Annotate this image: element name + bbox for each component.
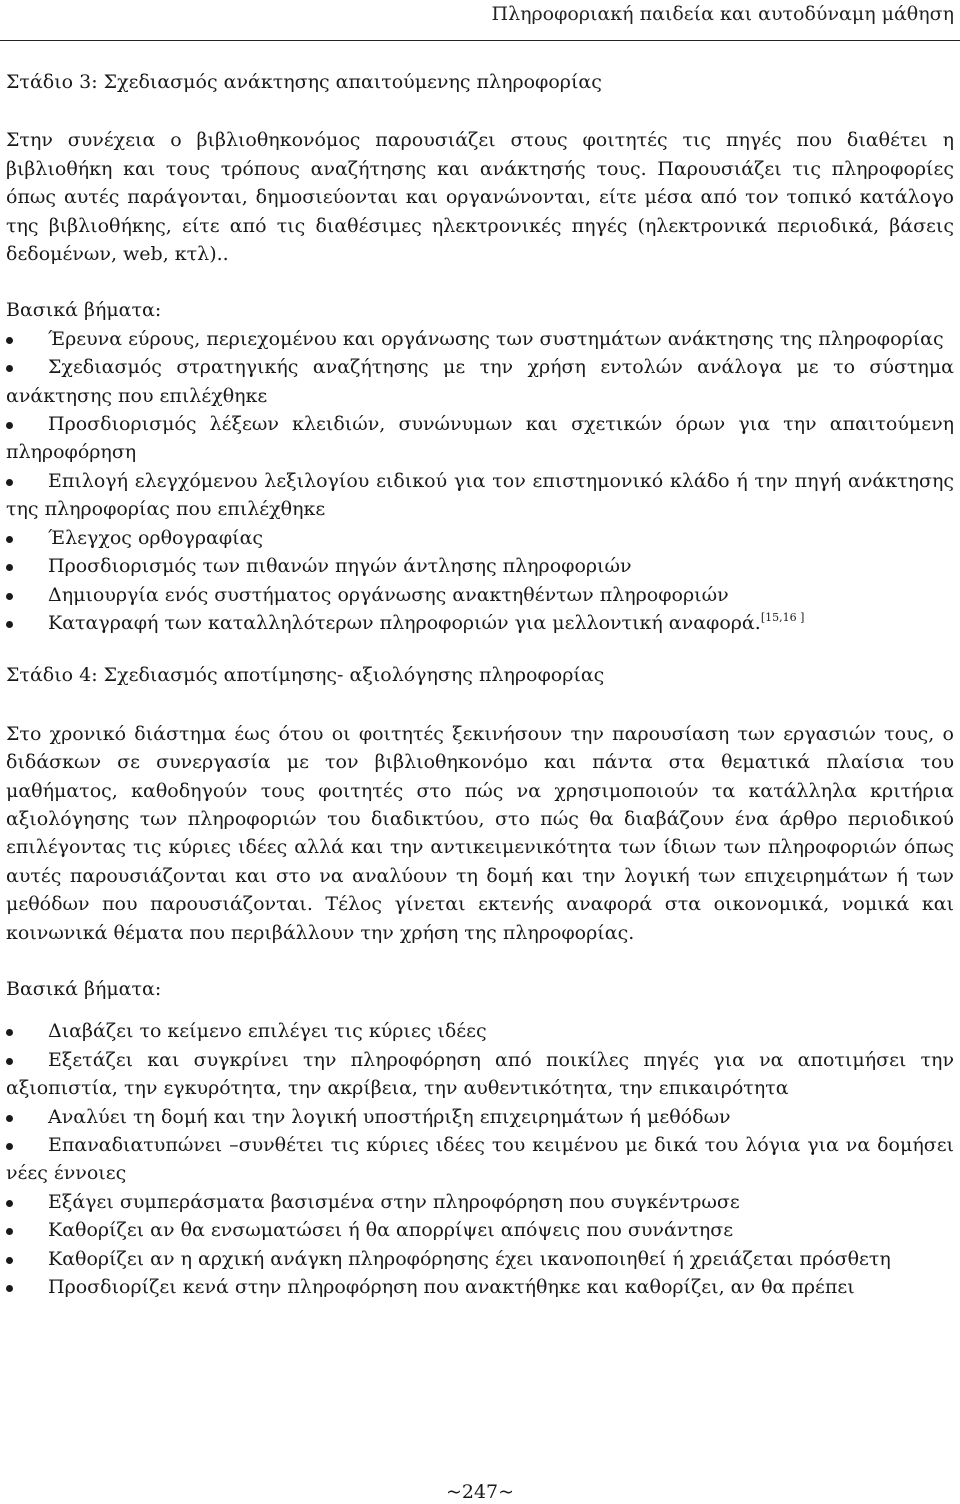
page-number: ~247~	[445, 1481, 515, 1503]
list-item	[6, 581, 954, 609]
list-item	[6, 1017, 954, 1045]
bullet-icon	[6, 536, 13, 543]
list-item	[6, 410, 954, 467]
step-text: Έλεγχος ορθογραφίας	[48, 526, 264, 549]
step-text: Σχεδιασμός στρατηγικής αναζήτησης με την χρήση εντολών ανάλογα με το σύστημα ανάκτησης που επιλέχθηκε	[6, 356, 954, 407]
list-item	[6, 609, 954, 637]
citation: [15,16 ]	[760, 610, 805, 624]
stage-4-heading: Στάδιο 4: Σχεδιασμός αποτίμησης- αξιολόγησης πληροφορίας	[6, 664, 605, 687]
list-item	[6, 1046, 954, 1103]
bullet-icon	[6, 1115, 13, 1122]
step-text: Επαναδιατυπώνει –συνθέτει τις κύριες ιδέες του κειμένου με δικά του λόγια για να δομήσει νέες έννοιες	[6, 1134, 954, 1185]
page-content	[6, 68, 954, 1301]
bullet-icon	[6, 564, 13, 571]
step-text: Επιλογή ελεγχόμενου λεξιλογίου ειδικού για τον επιστημονικό κλάδο ή την πηγή ανάκτησης της πληροφορίας που επιλέχθηκε	[6, 469, 954, 521]
list-item	[6, 325, 954, 353]
bullet-icon	[6, 337, 13, 344]
stage-4-paragraph: Στο χρονικό διάστημα έως ότου οι φοιτητές ξεκινήσουν την παρουσίαση των εργασιών τους, ο διδάσκων σε συνεργασία με τον βιβλιοθηκονόμο και πάντα στα θεματικά πλαίσια του μαθήματος, καθοδηγούν τους φοιτητές στο πώς να χρησιμοποιούν τα κατάλληλα κριτήρια αξιολόγησης των πληροφοριών του διαδικτύου, στο πώς θα διαβάζουν ένα άρθρο περιοδικού επιλέγοντας τις κύριες ιδέες αλλά και την αντικειμενικότητα των ίδιων των πληροφοριών όπως αυτές παρουσιάζονται και στο να αναλύουν τη δομή και την λογική των επιχειρημάτων ή των μεθόδων που παρουσιάζονται. Τέλος γίνεται εκτενής αναφορά στα οικονομικά, νομικά και κοινωνικά θέματα που περιβάλλουν την χρήση της πληροφορίας.	[6, 722, 954, 944]
step-text: Προσδιορισμός λέξεων κλειδιών, συνώνυμων και σχετικών όρων για την απαιτούμενη πληροφόρηση	[6, 413, 954, 464]
list-item	[6, 1188, 954, 1216]
bullet-icon	[6, 1029, 13, 1036]
list-item	[6, 1245, 954, 1273]
step-text: Καθορίζει αν η αρχική ανάγκη πληροφόρησης έχει ικανοποιηθεί ή χρειάζεται πρόσθετη	[48, 1247, 891, 1270]
bullet-icon	[6, 1058, 13, 1065]
stage-3-steps-list	[6, 325, 954, 637]
running-header: Πληροφοριακή παιδεία και αυτοδύναμη μάθηση	[491, 3, 954, 25]
list-item	[6, 1273, 954, 1301]
step-text: Εξετάζει και συγκρίνει την πληροφόρηση από ποικίλες πηγές για να αποτιμήσει την αξιοπιστία, την εγκυρότητα, την ακρίβεια, την αυθεντικότητα, την επικαιρότητα	[6, 1048, 954, 1100]
list-item	[6, 552, 954, 580]
stage-3-steps-label: Βασικά βήματα:	[6, 299, 162, 322]
bullet-icon	[6, 1143, 13, 1150]
bullet-icon	[6, 1228, 13, 1235]
bullet-icon	[6, 422, 13, 429]
step-text: Δημιουργία ενός συστήματος οργάνωσης ανακτηθέντων πληροφοριών	[48, 583, 729, 606]
step-text: Προσδιορίζει κενά στην πληροφόρηση που ανακτήθηκε και καθορίζει, αν θα πρέπει	[48, 1276, 855, 1299]
stage-4-steps-label: Βασικά βήματα:	[6, 977, 162, 1000]
bullet-icon	[6, 593, 13, 600]
bullet-icon	[6, 621, 13, 628]
list-item	[6, 467, 954, 524]
step-text: Αναλύει τη δομή και την λογική υποστήριξη επιχειρημάτων ή μεθόδων	[48, 1105, 731, 1128]
list-item	[6, 1131, 954, 1188]
bullet-icon	[6, 1200, 13, 1207]
step-text: Εξάγει συμπεράσματα βασισμένα στην πληροφόρηση που συγκέντρωσε	[48, 1190, 740, 1213]
step-text: Προσδιορισμός των πιθανών πηγών άντλησης πληροφοριών	[48, 555, 632, 578]
list-item	[6, 524, 954, 552]
bullet-icon	[6, 1285, 13, 1292]
step-text: Έρευνα εύρους, περιεχομένου και οργάνωσης των συστημάτων ανάκτησης της πληροφορίας	[48, 327, 944, 350]
stage-3-paragraph: Στην συνέχεια ο βιβλιοθηκονόμος παρουσιάζει στους φοιτητές τις πηγές που διαθέτει η βιβλιοθήκη και τους τρόπους αναζήτησης και ανάκτησής τους. Παρουσιάζει τις πληροφορίες όπως αυτές παράγονται, δημοσιεύονται και οργανώνονται, είτε μέσα από τον τοπικό κατάλογο της βιβλιοθήκης, είτε από τις διαθέσιμες ηλεκτρονικές πηγές (ηλεκτρονικά περιοδικά, βάσεις δεδομένων, web, κτλ)..	[6, 129, 954, 266]
bullet-icon	[6, 365, 13, 372]
step-text: Καθορίζει αν θα ενσωματώσει ή θα απορρίψει απόψεις που συνάντησε	[48, 1219, 734, 1242]
stage-4-steps-list	[6, 1017, 954, 1301]
list-item	[6, 353, 954, 410]
list-item	[6, 1103, 954, 1131]
bullet-icon	[6, 479, 13, 486]
header-rule	[0, 40, 960, 41]
step-text: Διαβάζει το κείμενο επιλέγει τις κύριες ιδέες	[48, 1020, 487, 1043]
bullet-icon	[6, 1257, 13, 1264]
step-text: Καταγραφή των καταλληλότερων πληροφοριών για μελλοντική αναφορά.	[48, 611, 761, 634]
list-item	[6, 1216, 954, 1244]
stage-3-heading: Στάδιο 3: Σχεδιασμός ανάκτησης απαιτούμενης πληροφορίας	[6, 71, 602, 93]
